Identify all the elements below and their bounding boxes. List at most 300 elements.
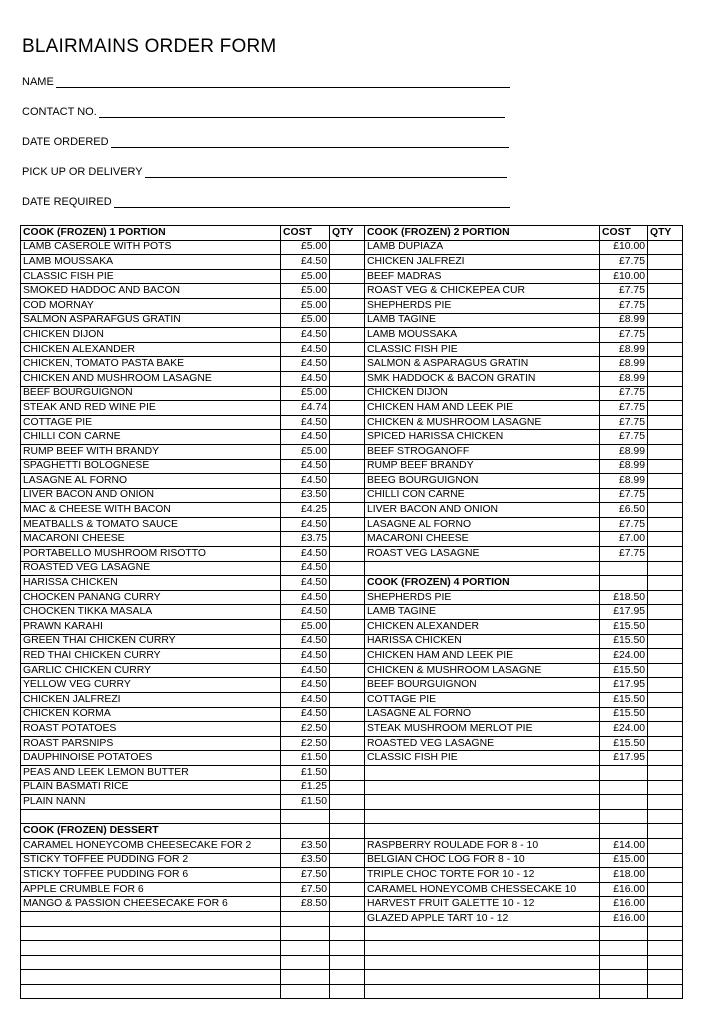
right-qty-cell[interactable] xyxy=(648,517,683,532)
right-qty-cell[interactable] xyxy=(648,795,683,810)
left-item-name xyxy=(21,809,281,824)
pickup-delivery-label: PICK UP OR DELIVERY xyxy=(22,166,143,178)
left-item-name: YELLOW VEG CURRY xyxy=(21,678,281,693)
table-row xyxy=(21,371,683,386)
table-row xyxy=(21,255,683,270)
right-item-name: SPICED HARISSA CHICKEN xyxy=(365,430,600,445)
right-item-name: LAMB TAGINE xyxy=(365,605,600,620)
right-item-cost: £15.50 xyxy=(600,707,648,722)
table-row xyxy=(21,401,683,416)
right-item-cost xyxy=(600,984,648,999)
left-item-name: RED THAI CHICKEN CURRY xyxy=(21,649,281,664)
right-qty-cell[interactable] xyxy=(648,941,683,956)
table-row xyxy=(21,678,683,693)
table-row xyxy=(21,605,683,620)
left-qty-cell[interactable] xyxy=(330,663,365,678)
order-table xyxy=(20,225,683,999)
right-item-cost: £16.00 xyxy=(600,911,648,926)
right-item-name: LASAGNE AL FORNO xyxy=(365,707,600,722)
right-item-cost: £24.00 xyxy=(600,649,648,664)
right-item-name: LAMB MOUSSAKA xyxy=(365,328,600,343)
pickup-delivery-field[interactable] xyxy=(22,166,507,178)
table-row xyxy=(21,298,683,313)
right-qty-cell[interactable] xyxy=(648,444,683,459)
right-item-name: CHILLI CON CARNE xyxy=(365,488,600,503)
table-row xyxy=(21,561,683,576)
right-qty-cell[interactable] xyxy=(648,313,683,328)
table-row xyxy=(21,897,683,912)
right-item-name: BEEG BOURGUIGNON xyxy=(365,474,600,489)
left-item-cost: £1.25 xyxy=(281,780,330,795)
left-qty-cell[interactable] xyxy=(330,590,365,605)
right-item-name: SHEPHERDS PIE xyxy=(365,590,600,605)
right-qty-cell[interactable] xyxy=(648,547,683,562)
right-qty-cell[interactable] xyxy=(648,576,683,591)
left-item-name: LASAGNE AL FORNO xyxy=(21,474,281,489)
right-item-cost: £7.75 xyxy=(600,298,648,313)
left-qty-cell[interactable] xyxy=(330,620,365,635)
left-item-name: MAC & CHEESE WITH BACON xyxy=(21,503,281,518)
right-item-name: LASAGNE AL FORNO xyxy=(365,517,600,532)
left-item-name: CHICKEN AND MUSHROOM LASAGNE xyxy=(21,371,281,386)
right-qty-cell[interactable] xyxy=(648,459,683,474)
right-item-name xyxy=(365,765,600,780)
table-row xyxy=(21,269,683,284)
right-item-cost: £7.75 xyxy=(600,284,648,299)
left-item-cost: £4.50 xyxy=(281,255,330,270)
left-item-cost: £7.50 xyxy=(281,868,330,883)
right-item-cost: £18.00 xyxy=(600,868,648,883)
left-qty-cell[interactable] xyxy=(330,313,365,328)
table-row xyxy=(21,459,683,474)
left-qty-cell[interactable] xyxy=(330,576,365,591)
table-row xyxy=(21,868,683,883)
left-qty-cell[interactable] xyxy=(330,284,365,299)
right-qty-cell[interactable] xyxy=(648,401,683,416)
left-qty-cell[interactable] xyxy=(330,401,365,416)
left-item-cost: £4.50 xyxy=(281,517,330,532)
table-row xyxy=(21,386,683,401)
left-item-name: CHICKEN DIJON xyxy=(21,328,281,343)
right-item-name: CHICKEN HAM AND LEEK PIE xyxy=(365,401,600,416)
right-qty-cell[interactable] xyxy=(648,620,683,635)
left-item-name xyxy=(21,984,281,999)
table-row xyxy=(21,503,683,518)
right-qty-cell[interactable] xyxy=(648,838,683,853)
left-item-name: CHICKEN, TOMATO PASTA BAKE xyxy=(21,357,281,372)
left-item-cost: £3.50 xyxy=(281,488,330,503)
right-qty-cell[interactable] xyxy=(648,357,683,372)
left-qty-cell[interactable] xyxy=(330,328,365,343)
table-row xyxy=(21,357,683,372)
name-field[interactable] xyxy=(22,76,510,88)
table-row xyxy=(21,342,683,357)
left-item-name: RUMP BEEF WITH BRANDY xyxy=(21,444,281,459)
right-item-name: CHICKEN & MUSHROOM LASAGNE xyxy=(365,663,600,678)
right-item-cost: £7.75 xyxy=(600,255,648,270)
right-item-cost: £15.50 xyxy=(600,634,648,649)
right-item-name: BEEF MADRAS xyxy=(365,269,600,284)
right-qty-cell[interactable] xyxy=(648,605,683,620)
left-qty-cell[interactable] xyxy=(330,547,365,562)
right-qty-cell[interactable] xyxy=(648,415,683,430)
left-item-cost: £4.50 xyxy=(281,459,330,474)
right-qty-cell[interactable] xyxy=(648,751,683,766)
right-item-cost: £8.99 xyxy=(600,371,648,386)
left-item-name: CHICKEN ALEXANDER xyxy=(21,342,281,357)
right-item-cost: £16.00 xyxy=(600,897,648,912)
left-qty-cell[interactable] xyxy=(330,897,365,912)
right-item-name: STEAK MUSHROOM MERLOT PIE xyxy=(365,722,600,737)
right-item-cost xyxy=(600,780,648,795)
table-row xyxy=(21,634,683,649)
table-row xyxy=(21,517,683,532)
left-item-cost xyxy=(281,824,330,839)
left-qty-cell[interactable] xyxy=(330,868,365,883)
right-item-name: HARISSA CHICKEN xyxy=(365,634,600,649)
right-qty-cell[interactable] xyxy=(648,926,683,941)
header-cost: COST xyxy=(281,226,330,241)
left-item-cost: £4.25 xyxy=(281,503,330,518)
date-required-field[interactable] xyxy=(22,196,510,208)
left-item-name: PLAIN NANN xyxy=(21,795,281,810)
right-qty-cell[interactable] xyxy=(648,853,683,868)
right-item-name: CARAMEL HONEYCOMB CHESSECAKE 10 xyxy=(365,882,600,897)
left-qty-cell[interactable] xyxy=(330,693,365,708)
right-item-cost: £7.75 xyxy=(600,415,648,430)
left-item-cost: £4.50 xyxy=(281,342,330,357)
left-item-name xyxy=(21,941,281,956)
right-qty-cell[interactable] xyxy=(648,386,683,401)
right-item-cost: £7.75 xyxy=(600,328,648,343)
right-qty-cell[interactable] xyxy=(648,240,683,255)
left-item-cost: £4.50 xyxy=(281,576,330,591)
right-item-name: CLASSIC FISH PIE xyxy=(365,342,600,357)
right-item-name: BEEF BOURGUIGNON xyxy=(365,678,600,693)
right-qty-cell[interactable] xyxy=(648,255,683,270)
right-item-cost: £7.75 xyxy=(600,386,648,401)
right-qty-cell[interactable] xyxy=(648,984,683,999)
left-qty-cell[interactable] xyxy=(330,838,365,853)
left-item-name: ROASTED VEG LASAGNE xyxy=(21,561,281,576)
name-input-line[interactable] xyxy=(56,77,510,88)
right-qty-cell[interactable] xyxy=(648,284,683,299)
right-qty-cell[interactable] xyxy=(648,371,683,386)
right-qty-cell[interactable] xyxy=(648,897,683,912)
left-qty-cell[interactable] xyxy=(330,926,365,941)
right-item-cost: £18.50 xyxy=(600,590,648,605)
right-item-cost: £10.00 xyxy=(600,240,648,255)
left-item-cost: £3.50 xyxy=(281,838,330,853)
right-item-cost: £24.00 xyxy=(600,722,648,737)
left-qty-cell[interactable] xyxy=(330,459,365,474)
right-qty-cell[interactable] xyxy=(648,342,683,357)
right-qty-cell[interactable] xyxy=(648,488,683,503)
left-item-name xyxy=(21,955,281,970)
right-qty-cell[interactable] xyxy=(648,430,683,445)
left-qty-cell[interactable] xyxy=(330,678,365,693)
right-qty-cell[interactable] xyxy=(648,736,683,751)
right-item-name: BEEF STROGANOFF xyxy=(365,444,600,459)
left-item-name: STEAK AND RED WINE PIE xyxy=(21,401,281,416)
right-item-name xyxy=(365,809,600,824)
left-item-name: APPLE CRUMBLE FOR 6 xyxy=(21,882,281,897)
left-item-cost: £4.50 xyxy=(281,415,330,430)
left-item-name: PORTABELLO MUSHROOM RISOTTO xyxy=(21,547,281,562)
right-item-cost: £17.95 xyxy=(600,751,648,766)
left-qty-cell[interactable] xyxy=(330,911,365,926)
left-item-cost: £3.75 xyxy=(281,532,330,547)
left-qty-cell[interactable] xyxy=(330,853,365,868)
right-qty-cell[interactable] xyxy=(648,693,683,708)
left-qty-cell[interactable] xyxy=(330,386,365,401)
left-qty-cell[interactable] xyxy=(330,809,365,824)
contact-field[interactable] xyxy=(22,106,505,118)
left-item-cost: £4.50 xyxy=(281,371,330,386)
left-item-name: SPAGHETTI BOLOGNESE xyxy=(21,459,281,474)
left-item-cost: £5.00 xyxy=(281,284,330,299)
right-item-name: CHICKEN JALFREZI xyxy=(365,255,600,270)
left-item-name: STICKY TOFFEE PUDDING FOR 2 xyxy=(21,853,281,868)
left-qty-cell[interactable] xyxy=(330,371,365,386)
right-qty-cell[interactable] xyxy=(648,780,683,795)
right-item-cost xyxy=(600,926,648,941)
right-item-name: SHEPHERDS PIE xyxy=(365,298,600,313)
left-qty-cell[interactable] xyxy=(330,255,365,270)
left-qty-cell[interactable] xyxy=(330,824,365,839)
left-item-cost: £4.50 xyxy=(281,649,330,664)
left-item-cost: £4.50 xyxy=(281,678,330,693)
left-item-name: CHOCKEN TIKKA MASALA xyxy=(21,605,281,620)
left-item-name: COOK (FROZEN) DESSERT xyxy=(21,824,281,839)
left-qty-cell[interactable] xyxy=(330,444,365,459)
left-item-name: CHICKEN JALFREZI xyxy=(21,693,281,708)
right-item-name: HARVEST FRUIT GALETTE 10 - 12 xyxy=(365,897,600,912)
left-qty-cell[interactable] xyxy=(330,795,365,810)
left-qty-cell[interactable] xyxy=(330,357,365,372)
left-item-cost: £4.50 xyxy=(281,605,330,620)
right-item-cost: £16.00 xyxy=(600,882,648,897)
left-item-cost: £4.50 xyxy=(281,634,330,649)
left-qty-cell[interactable] xyxy=(330,503,365,518)
right-item-cost: £8.99 xyxy=(600,444,648,459)
left-item-cost: £4.50 xyxy=(281,590,330,605)
right-item-name: LAMB DUPIAZA xyxy=(365,240,600,255)
left-item-name xyxy=(21,926,281,941)
header-1-portion: COOK (FROZEN) 1 PORTION xyxy=(21,226,281,241)
right-qty-cell[interactable] xyxy=(648,824,683,839)
table-row xyxy=(21,590,683,605)
right-item-cost: £7.75 xyxy=(600,488,648,503)
left-qty-cell[interactable] xyxy=(330,751,365,766)
left-qty-cell[interactable] xyxy=(330,415,365,430)
table-row xyxy=(21,663,683,678)
table-row xyxy=(21,824,683,839)
left-item-cost: £4.50 xyxy=(281,561,330,576)
left-qty-cell[interactable] xyxy=(330,970,365,985)
right-item-name: SALMON & ASPARAGUS GRATIN xyxy=(365,357,600,372)
right-item-cost: £8.99 xyxy=(600,357,648,372)
table-row xyxy=(21,430,683,445)
right-item-name xyxy=(365,795,600,810)
right-item-name: COTTAGE PIE xyxy=(365,693,600,708)
right-qty-cell[interactable] xyxy=(648,765,683,780)
left-qty-cell[interactable] xyxy=(330,941,365,956)
left-qty-cell[interactable] xyxy=(330,532,365,547)
table-row xyxy=(21,532,683,547)
left-item-name: PLAIN BASMATI RICE xyxy=(21,780,281,795)
left-qty-cell[interactable] xyxy=(330,488,365,503)
left-qty-cell[interactable] xyxy=(330,736,365,751)
left-item-cost: £2.50 xyxy=(281,722,330,737)
right-item-name: ROAST VEG LASAGNE xyxy=(365,547,600,562)
right-qty-cell[interactable] xyxy=(648,474,683,489)
right-item-cost: £15.00 xyxy=(600,853,648,868)
right-item-name: CLASSIC FISH PIE xyxy=(365,751,600,766)
right-qty-cell[interactable] xyxy=(648,955,683,970)
right-qty-cell[interactable] xyxy=(648,970,683,985)
left-item-name: CHOCKEN PANANG CURRY xyxy=(21,590,281,605)
pickup-delivery-input-line[interactable] xyxy=(145,167,507,178)
left-item-name: SALMON ASPARAFGUS GRATIN xyxy=(21,313,281,328)
left-qty-cell[interactable] xyxy=(330,780,365,795)
right-qty-cell[interactable] xyxy=(648,634,683,649)
left-qty-cell[interactable] xyxy=(330,474,365,489)
right-item-cost: £7.75 xyxy=(600,430,648,445)
left-qty-cell[interactable] xyxy=(330,269,365,284)
left-item-cost: £4.50 xyxy=(281,430,330,445)
right-qty-cell[interactable] xyxy=(648,532,683,547)
header-2-portion: COOK (FROZEN) 2 PORTION xyxy=(365,226,600,241)
left-item-cost xyxy=(281,926,330,941)
left-item-cost: £4.50 xyxy=(281,707,330,722)
left-qty-cell[interactable] xyxy=(330,984,365,999)
right-qty-cell[interactable] xyxy=(648,590,683,605)
table-row xyxy=(21,853,683,868)
right-qty-cell[interactable] xyxy=(648,707,683,722)
left-item-name: MACARONI CHEESE xyxy=(21,532,281,547)
right-item-name: CHICKEN DIJON xyxy=(365,386,600,401)
left-qty-cell[interactable] xyxy=(330,765,365,780)
right-qty-cell[interactable] xyxy=(648,561,683,576)
right-item-cost: £8.99 xyxy=(600,474,648,489)
contact-input-line[interactable] xyxy=(99,107,505,118)
header-qty: QTY xyxy=(330,226,365,241)
right-qty-cell[interactable] xyxy=(648,298,683,313)
left-qty-cell[interactable] xyxy=(330,649,365,664)
right-item-cost: £7.00 xyxy=(600,532,648,547)
name-label: NAME xyxy=(22,76,54,88)
right-item-cost: £8.99 xyxy=(600,342,648,357)
right-qty-cell[interactable] xyxy=(648,269,683,284)
table-row xyxy=(21,955,683,970)
table-row xyxy=(21,649,683,664)
left-qty-cell[interactable] xyxy=(330,298,365,313)
left-item-cost xyxy=(281,955,330,970)
table-row xyxy=(21,240,683,255)
right-qty-cell[interactable] xyxy=(648,911,683,926)
header-qty: QTY xyxy=(648,226,683,241)
right-item-name xyxy=(365,780,600,795)
right-item-cost: £14.00 xyxy=(600,838,648,853)
date-ordered-input-line[interactable] xyxy=(111,137,509,148)
left-item-cost: £1.50 xyxy=(281,751,330,766)
table-row xyxy=(21,313,683,328)
left-item-name: MANGO & PASSION CHEESECAKE FOR 6 xyxy=(21,897,281,912)
left-qty-cell[interactable] xyxy=(330,430,365,445)
right-item-name: SMK HADDOCK & BACON GRATIN xyxy=(365,371,600,386)
right-qty-cell[interactable] xyxy=(648,678,683,693)
left-item-cost xyxy=(281,941,330,956)
right-item-cost: £8.99 xyxy=(600,459,648,474)
left-item-name: DAUPHINOISE POTATOES xyxy=(21,751,281,766)
table-row xyxy=(21,765,683,780)
right-item-name: BELGIAN CHOC LOG FOR 8 - 10 xyxy=(365,853,600,868)
right-item-cost xyxy=(600,795,648,810)
date-required-input-line[interactable] xyxy=(114,197,510,208)
left-qty-cell[interactable] xyxy=(330,517,365,532)
right-qty-cell[interactable] xyxy=(648,722,683,737)
right-item-cost: £10.00 xyxy=(600,269,648,284)
right-qty-cell[interactable] xyxy=(648,882,683,897)
right-item-name: RUMP BEEF BRANDY xyxy=(365,459,600,474)
table-row xyxy=(21,984,683,999)
left-item-name: CLASSIC FISH PIE xyxy=(21,269,281,284)
left-item-cost: £5.00 xyxy=(281,298,330,313)
table-row xyxy=(21,751,683,766)
left-item-cost: £4.50 xyxy=(281,357,330,372)
right-item-name: TRIPLE CHOC TORTE FOR 10 - 12 xyxy=(365,868,600,883)
left-item-cost: £1.50 xyxy=(281,795,330,810)
left-item-cost: £3.50 xyxy=(281,853,330,868)
right-qty-cell[interactable] xyxy=(648,868,683,883)
table-row xyxy=(21,941,683,956)
left-qty-cell[interactable] xyxy=(330,707,365,722)
table-row xyxy=(21,780,683,795)
left-item-name: BEEF BOURGUIGNON xyxy=(21,386,281,401)
table-row xyxy=(21,809,683,824)
right-qty-cell[interactable] xyxy=(648,663,683,678)
left-qty-cell[interactable] xyxy=(330,955,365,970)
right-item-cost: £15.50 xyxy=(600,620,648,635)
left-item-cost xyxy=(281,809,330,824)
table-row xyxy=(21,328,683,343)
table-row xyxy=(21,415,683,430)
right-qty-cell[interactable] xyxy=(648,649,683,664)
left-item-cost xyxy=(281,984,330,999)
left-qty-cell[interactable] xyxy=(330,722,365,737)
right-item-name: ROASTED VEG LASAGNE xyxy=(365,736,600,751)
table-row xyxy=(21,707,683,722)
right-qty-cell[interactable] xyxy=(648,328,683,343)
table-row xyxy=(21,474,683,489)
left-qty-cell[interactable] xyxy=(330,342,365,357)
left-qty-cell[interactable] xyxy=(330,561,365,576)
right-item-cost xyxy=(600,824,648,839)
right-qty-cell[interactable] xyxy=(648,503,683,518)
left-qty-cell[interactable] xyxy=(330,240,365,255)
date-ordered-field[interactable] xyxy=(22,136,509,148)
left-item-name: PRAWN KARAHI xyxy=(21,620,281,635)
left-item-name: HARISSA CHICKEN xyxy=(21,576,281,591)
left-item-name xyxy=(21,911,281,926)
right-item-cost: £17.95 xyxy=(600,678,648,693)
left-qty-cell[interactable] xyxy=(330,882,365,897)
right-item-name xyxy=(365,926,600,941)
right-qty-cell[interactable] xyxy=(648,809,683,824)
left-qty-cell[interactable] xyxy=(330,605,365,620)
left-qty-cell[interactable] xyxy=(330,634,365,649)
